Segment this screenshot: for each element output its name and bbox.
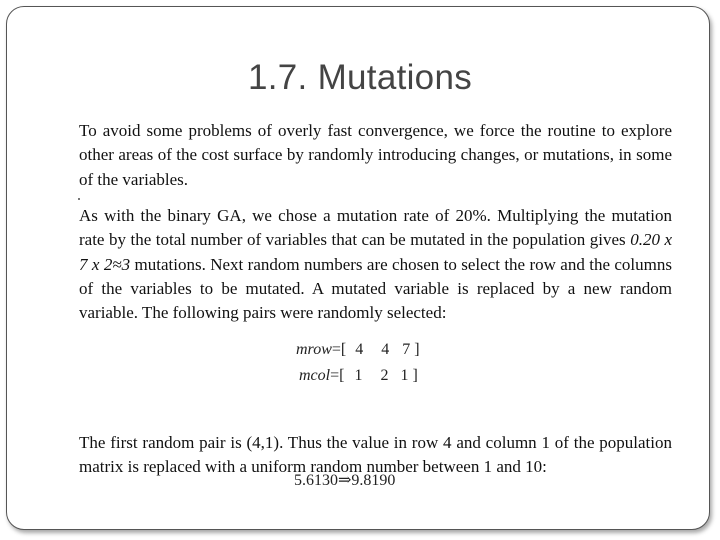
mrow-label: mrow [296, 341, 332, 358]
replacement-values [294, 470, 395, 490]
mcol-close-bracket: ] [412, 367, 418, 384]
mutation-rate-text-1: As with the binary GA, we chose a mutation rate of 20%. Multiplying the mutation rate by the total number of variables that can be mutated in the population gives [79, 206, 672, 250]
mrow-equation [296, 341, 420, 359]
mrow-close-bracket: ] [414, 341, 420, 358]
mutation-rate-text-2: mutations. Next random numbers are chosen to select the row and the columns of the variables to be mutated. A mutated variable is replaced by a new random variable. The following pairs were randomly selected: [79, 254, 672, 323]
mcol-equation [299, 367, 418, 385]
mcol-equals: = [330, 367, 340, 384]
mrow-value-2: 4 [381, 341, 390, 358]
paragraph-mutation-rate [79, 204, 672, 325]
slide-title: 1.7. Mutations [247, 58, 473, 97]
mcol-value-1: 1 [354, 367, 363, 384]
mutation-count-formula: 0.20 x 7 x 2≈3 [79, 230, 673, 274]
mrow-open-bracket: [ [340, 341, 347, 358]
mcol-open-bracket: [ [339, 367, 345, 384]
mrow-value-1: 4 [355, 341, 364, 358]
mcol-value-3: 1 [400, 367, 409, 384]
mcol-label: mcol [299, 367, 331, 384]
paragraph-intro: To avoid some problems of overly fast convergence, we force the routine to explore other areas of the cost surface by randomly introducing changes, or mutations, in some of the variables. [79, 121, 672, 189]
mrow-equals: = [331, 341, 341, 358]
stray-dot [78, 198, 80, 200]
mcol-value-2: 2 [380, 367, 389, 384]
paragraph-first-pair: The first random pair is (4,1). Thus the value in row 4 and column 1 of the population matrix is replaced with a uniform random number between 1 and 10: [79, 433, 672, 477]
mrow-value-3: 7 [402, 341, 411, 358]
replace-arrow-icon: ⇒ [338, 472, 352, 489]
new-value: 9.8190 [351, 472, 396, 489]
old-value: 5.6130 [294, 472, 338, 489]
